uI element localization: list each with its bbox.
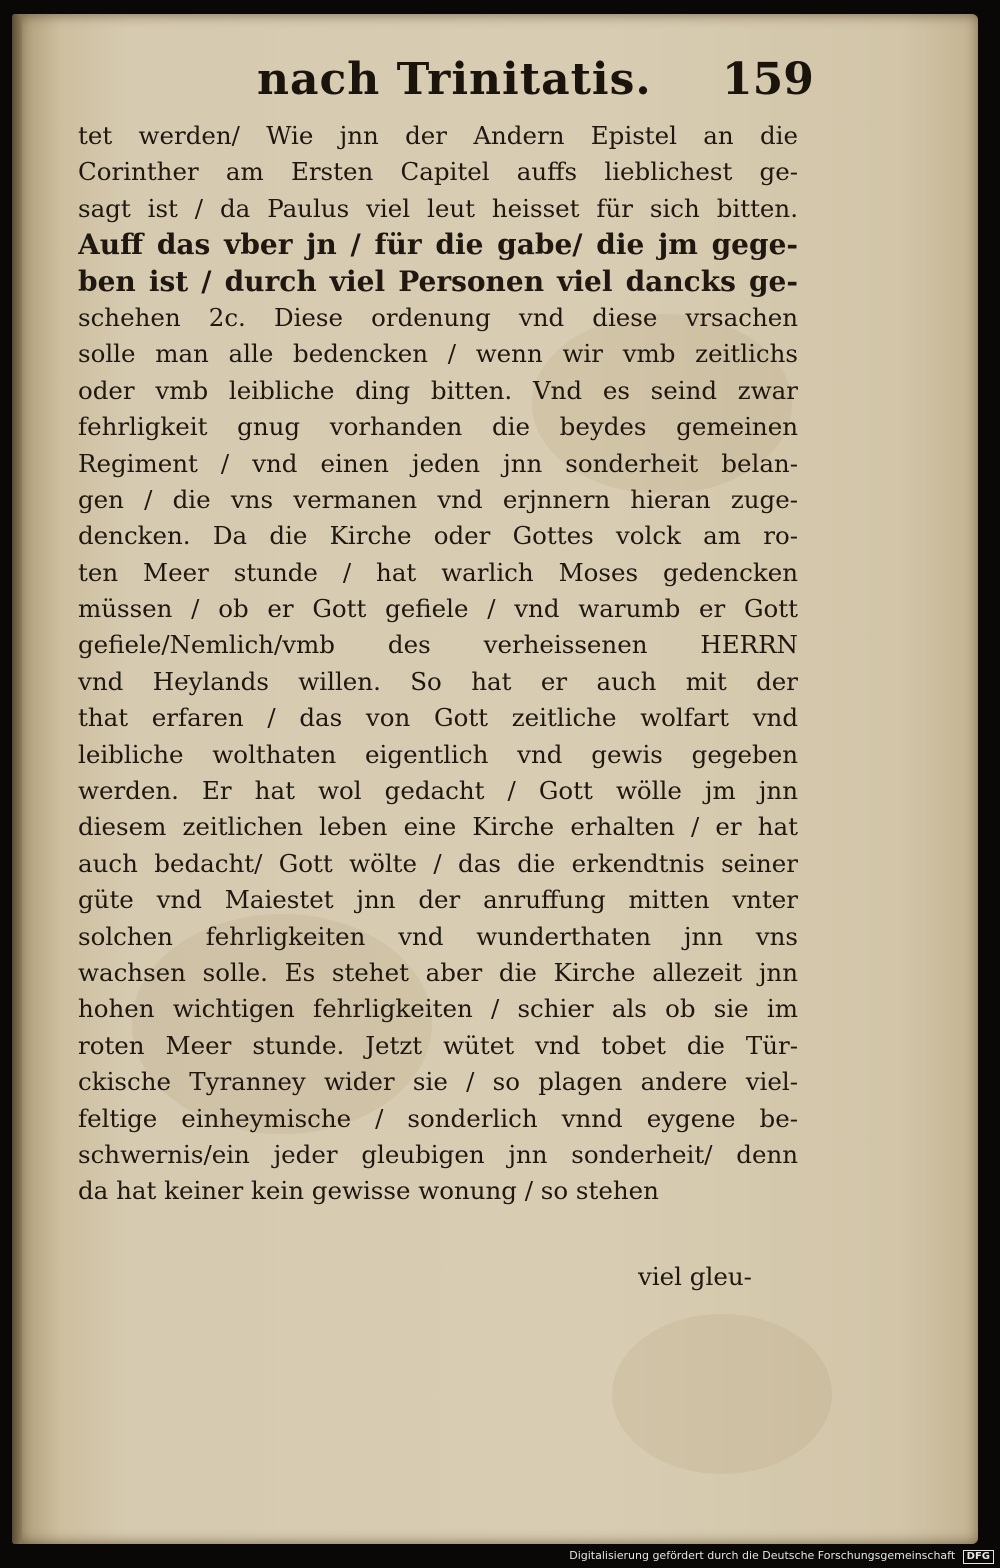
catchword: viel gleu- xyxy=(638,1262,752,1291)
page-header xyxy=(12,54,978,124)
paper-stain xyxy=(612,1314,832,1474)
text-line: vnd Heylands willen. So hat er auch mit der xyxy=(78,666,798,696)
text-line: diesem zeitlichen leben eine Kirche erhalten / er hat xyxy=(78,812,798,842)
text-line: hohen wichtigen fehrligkeiten / schier als ob sie im xyxy=(78,994,798,1024)
text-line: sagt ist / da Paulus viel leut heisset für sich bitten. xyxy=(78,193,798,223)
digitization-credit xyxy=(569,1549,994,1564)
text-line: leibliche wolthaten eigentlich vnd gewis gegeben xyxy=(78,739,798,769)
text-line: feltige einheymische / sonderlich vnnd eygene be- xyxy=(78,1103,798,1133)
text-line: wachsen solle. Es stehet aber die Kirche allezeit jnn xyxy=(78,957,798,987)
text-line: müssen / ob er Gott gefiele / vnd warumb er Gott xyxy=(78,594,798,624)
text-line: schehen 2c. Diese ordenung vnd diese vrsachen xyxy=(78,302,798,332)
text-line: gefiele/Nemlich/vmb des verheissenen HERRN xyxy=(78,630,798,660)
text-line: da hat keiner kein gewisse wonung / so stehen xyxy=(78,1176,659,1206)
body-text xyxy=(78,118,798,1210)
text-line: gen / die vns vermanen vnd erjnnern hieran zuge- xyxy=(78,484,798,514)
text-line: Corinther am Ersten Capitel auffs lieblichest ge- xyxy=(78,157,798,187)
text-line: güte vnd Maiestet jnn der anruffung mitten vnter xyxy=(78,885,798,915)
running-title: nach Trinitatis. xyxy=(257,54,652,105)
text-line: Regiment / vnd einen jeden jnn sonderheit belan- xyxy=(78,448,798,478)
text-line: oder vmb leibliche ding bitten. Vnd es seind zwar xyxy=(78,375,798,405)
folio-number: 159 xyxy=(722,54,814,105)
book-page xyxy=(12,14,978,1544)
text-line: Auff das vber jn / für die gabe/ die jm gege- xyxy=(78,228,798,262)
text-line: ckische Tyranney wider sie / so plagen andere viel- xyxy=(78,1067,798,1097)
text-line: tet werden/ Wie jnn der Andern Epistel an die xyxy=(78,121,798,150)
text-line: solchen fehrligkeiten vnd wunderthaten jnn vns xyxy=(78,921,798,951)
text-line: roten Meer stunde. Jetzt wütet vnd tobet die Tür- xyxy=(78,1030,798,1060)
text-line: fehrligkeit gnug vorhanden die beydes gemeinen xyxy=(78,412,798,442)
text-line: werden. Er hat wol gedacht / Gott wölle jm jnn xyxy=(78,776,798,806)
credit-text: Digitalisierung gefördert durch die Deutsche Forschungsgemeinschaft xyxy=(569,1549,956,1562)
text-line: ben ist / durch viel Personen viel dancks ge- xyxy=(78,264,798,298)
text-line: that erfaren / das von Gott zeitliche wolfart vnd xyxy=(78,703,798,733)
text-line: auch bedacht/ Gott wölte / das die erkendtnis seiner xyxy=(78,848,798,878)
text-line: ten Meer stunde / hat warlich Moses gedencken xyxy=(78,557,798,587)
text-line: schwernis/ein jeder gleubigen jnn sonderheit/ denn xyxy=(78,1139,798,1169)
page-gutter xyxy=(12,14,22,1544)
text-line: solle man alle bedencken / wenn wir vmb zeitlichs xyxy=(78,339,798,369)
dfg-logo-icon: DFG xyxy=(963,1550,994,1564)
text-line: dencken. Da die Kirche oder Gottes volck am ro- xyxy=(78,521,798,551)
